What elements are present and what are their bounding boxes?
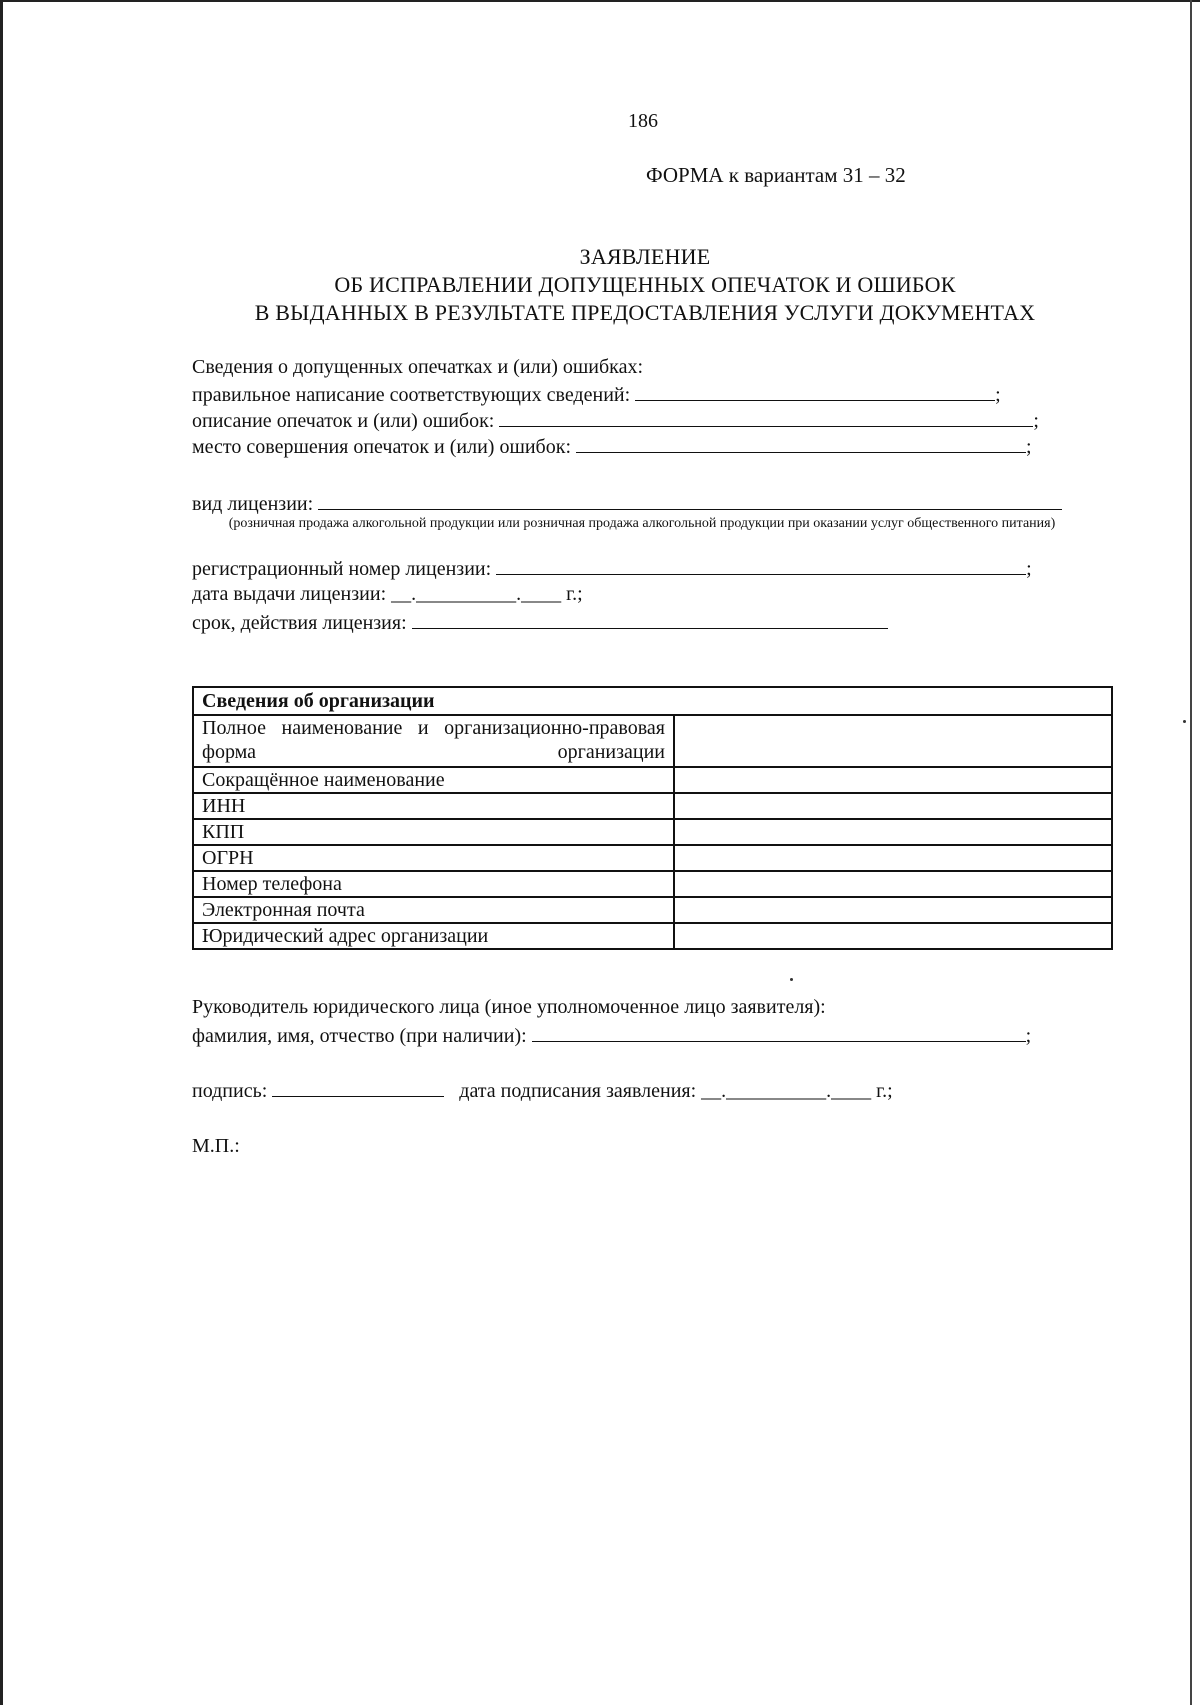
description-row: описание опечаток и (или) ошибок: ; — [192, 410, 1039, 432]
correct-spelling-field[interactable] — [635, 382, 995, 401]
table-header: Сведения об организации — [193, 687, 1112, 715]
table-row — [193, 819, 1112, 845]
place-field[interactable] — [576, 434, 1026, 453]
table-row — [193, 871, 1112, 897]
table-row — [193, 767, 1112, 793]
row-label: Полное наименование и организационно-правовая форма организации — [193, 715, 674, 767]
head-label: Руководитель юридического лица (иное уполномоченное лицо заявителя): — [192, 996, 826, 1018]
form-reference: ФОРМА к вариантам 31 – 32 — [646, 163, 906, 187]
errors-heading: Сведения о допущенных опечатках и (или) ошибках: — [192, 356, 644, 378]
table-row — [193, 715, 1112, 767]
license-issue-date-field[interactable]: __.__________.____ г.; — [391, 583, 583, 605]
scan-speck — [790, 978, 793, 981]
signature-date-field[interactable]: __.__________.____ г.; — [701, 1080, 893, 1102]
document-subtitle-1: ОБ ИСПРАВЛЕНИИ ДОПУЩЕННЫХ ОПЕЧАТОК И ОШИБОК — [334, 272, 956, 297]
row-label: ИНН — [193, 793, 674, 819]
scan-edge-top — [0, 0, 1200, 2]
row-label: Номер телефона — [193, 871, 674, 897]
license-validity-row: срок, действия лицензия: — [192, 610, 888, 635]
table-row — [193, 897, 1112, 923]
row-value-field[interactable] — [674, 923, 1112, 949]
description-field[interactable] — [499, 408, 1033, 427]
row-value-field[interactable] — [674, 871, 1112, 897]
place-row: место совершения опечаток и (или) ошибок: ; — [192, 436, 1032, 458]
row-label: Электронная почта — [193, 897, 674, 923]
document-title: ЗАЯВЛЕНИЕ — [579, 244, 711, 269]
license-issue-date-row: дата выдачи лицензии: __.__________.____ г.; — [192, 583, 583, 605]
row-value-field[interactable] — [674, 715, 1112, 767]
row-label: Юридический адрес организации — [193, 923, 674, 949]
row-label: ОГРН — [193, 845, 674, 871]
organization-table — [192, 686, 1113, 950]
license-validity-field[interactable] — [412, 610, 888, 629]
license-type-row: вид лицензии: — [192, 491, 1062, 516]
row-value-field[interactable] — [674, 819, 1112, 845]
signature-row: подпись: дата подписания заявления: __.__________.____ г.; — [192, 1080, 893, 1102]
head-fio-row: фамилия, имя, отчество (при наличии): ; — [192, 1025, 1032, 1047]
row-value-field[interactable] — [674, 845, 1112, 871]
license-reg-number-field[interactable] — [496, 556, 1026, 575]
stamp-label: М.П.: — [192, 1135, 240, 1157]
row-label: КПП — [193, 819, 674, 845]
license-type-field[interactable] — [318, 491, 1062, 510]
row-value-field[interactable] — [674, 767, 1112, 793]
license-type-note: (розничная продажа алкогольной продукции или розничная продажа алкогольной продукции при оказании услуг общественного питания) — [228, 516, 1056, 531]
page-number: 186 — [628, 110, 658, 132]
license-reg-number-row: регистрационный номер лицензии: ; — [192, 558, 1032, 580]
row-value-field[interactable] — [674, 897, 1112, 923]
table-row — [193, 923, 1112, 949]
row-value-field[interactable] — [674, 793, 1112, 819]
scan-speck — [1183, 720, 1186, 723]
table-row — [193, 845, 1112, 871]
head-fio-field[interactable] — [532, 1023, 1026, 1042]
table-header-row — [193, 687, 1112, 715]
table-row — [193, 793, 1112, 819]
document-subtitle-2: В ВЫДАННЫХ В РЕЗУЛЬТАТЕ ПРЕДОСТАВЛЕНИЯ УСЛУГИ ДОКУМЕНТАХ — [254, 300, 1036, 325]
correct-spelling-row: правильное написание соответствующих сведений: ; — [192, 384, 1001, 406]
signature-field[interactable] — [272, 1078, 444, 1097]
row-label: Сокращённое наименование — [193, 767, 674, 793]
